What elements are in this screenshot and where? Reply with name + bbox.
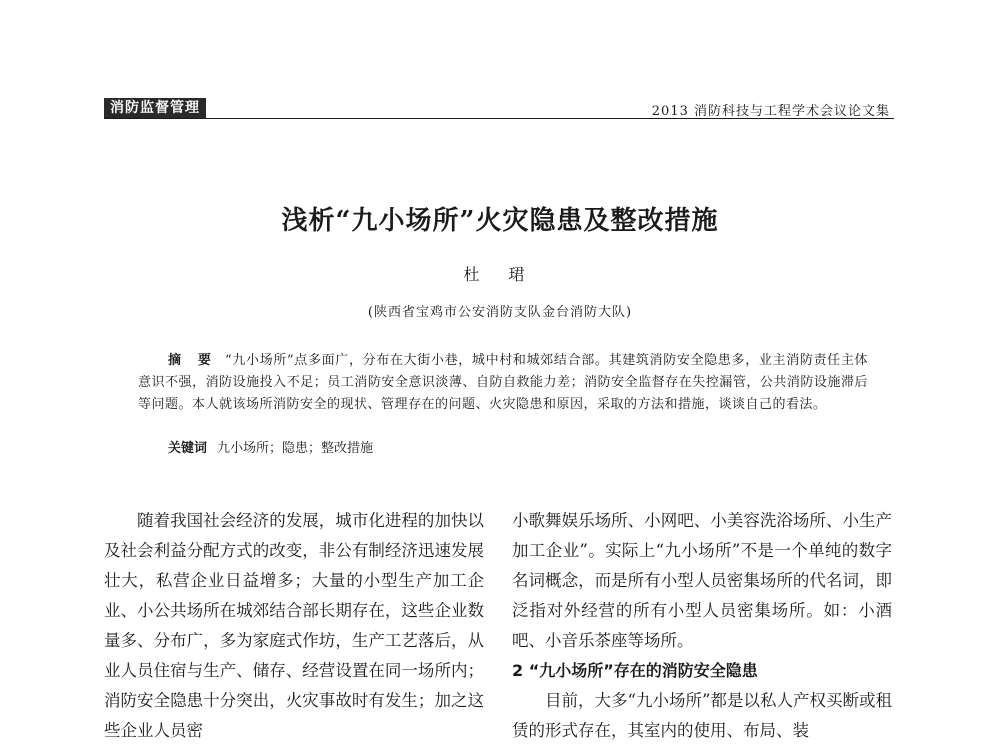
keywords: [168, 438, 373, 460]
article-title: 浅析“九小场所”火灾隐患及整改措施: [281, 206, 719, 236]
abstract-text: “九小场所”点多面广，分布在大街小巷，城中村和城郊结合部。其建筑消防安全隐患多，业主消防责任主体意识不强，消防设施投入不足；员工消防安全意识淡薄、自防自救能力差；消防安全监督存在失控漏管，公共消防设施滞后等问题。本人就该场所消防安全的现状、管理存在的问题、火灾隐患和原因，采取的方法和措施，谈谈自己的看法。: [138, 353, 869, 412]
body-paragraph: 随着我国社会经济的发展，城市化进程的加快以及社会利益分配方式的改变，非公有制经济迅速发展壮大，私营企业日益增多；大量的小型生产加工企业、小公共场所在城郊结合部长期存在，这些企业数量多、分布广，多为家庭式作坊，生产工艺落后，从业人员住宿与生产、储存、经营设置在同一场所内；消防安全隐患十分突出，火灾事故时有发生；加之这些企业人员密: [104, 511, 484, 740]
keywords-label: 关键词: [168, 441, 208, 456]
keywords-text: 九小场所；隐患；整改措施: [217, 441, 374, 456]
section-heading: 2 “九小场所”存在的消防安全隐患: [512, 661, 758, 680]
article-author: 杜 珺: [463, 265, 537, 284]
author-affiliation: (陕西省宝鸡市公安消防支队金台消防大队): [367, 305, 633, 320]
abstract-label: 摘 要: [168, 353, 218, 368]
journal-title: 2013 消防科技与工程学术会议论文集: [651, 104, 890, 119]
section-tag: 消防监督管理: [104, 98, 206, 118]
body-column-right: [512, 506, 892, 746]
body-column-left: [104, 506, 484, 746]
abstract: [138, 350, 868, 416]
body-paragraph: 目前，大多“九小场所”都是以私人产权买断或租赁的形式存在，其室内的使用、布局、装: [512, 691, 892, 740]
header-divider: [104, 118, 894, 119]
body-paragraph: 小歌舞娱乐场所、小网吧、小美容洗浴场所、小生产加工企业”。实际上“九小场所”不是一个单纯的数字名词概念，而是所有小型人员密集场所的代名词，即泛指对外经营的所有小型人员密集场所。如：小酒吧、小音乐茶座等场所。: [512, 511, 892, 650]
